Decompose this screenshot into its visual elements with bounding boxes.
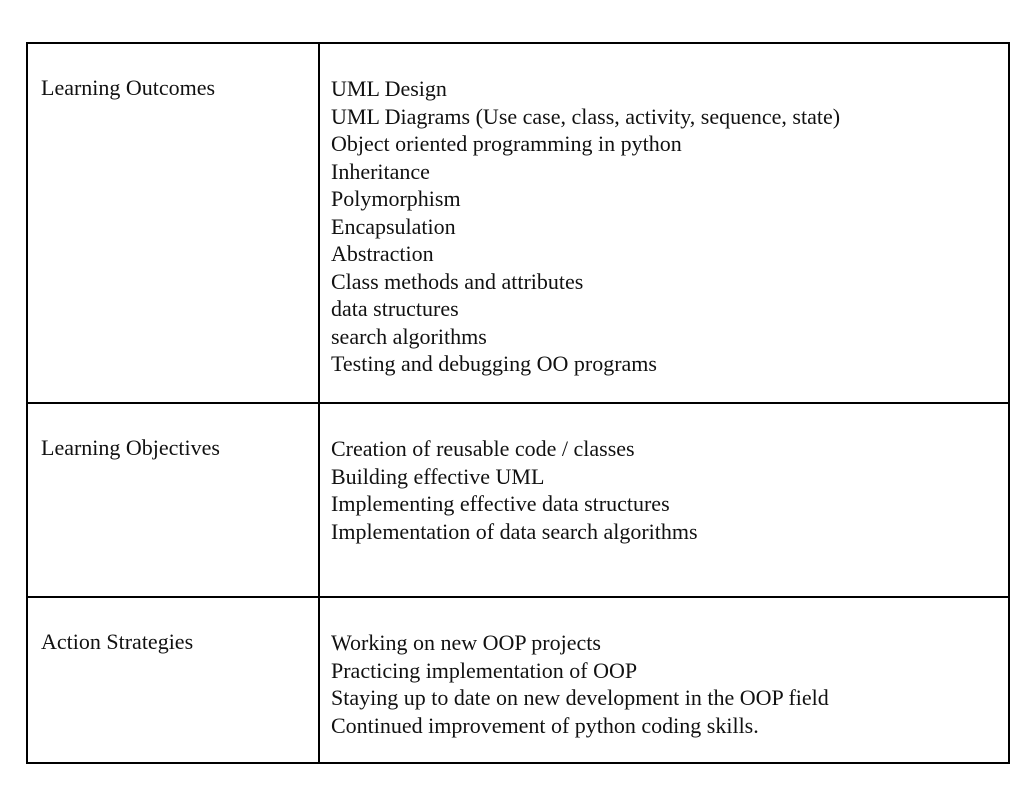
list-item: Implementation of data search algorithms	[331, 518, 698, 544]
list-item: UML Diagrams (Use case, class, activity, sequence, state)	[331, 103, 841, 129]
list-item: search algorithms	[331, 323, 487, 349]
list-item: Creation of reusable code / classes	[331, 436, 635, 461]
table-row-learning-objectives	[27, 403, 1009, 597]
row-content-cell	[319, 403, 1009, 597]
row-label-cell	[27, 597, 319, 763]
list-item: Testing and debugging OO programs	[331, 351, 657, 376]
row-label-learning-outcomes: Learning Outcomes	[41, 75, 216, 100]
list-item: Object oriented programming in python	[331, 131, 682, 156]
table-row-learning-outcomes	[27, 43, 1009, 403]
list-item: Implementing effective data structures	[331, 491, 670, 516]
list-item: Working on new OOP projects	[331, 630, 601, 655]
row-label-cell	[27, 43, 319, 403]
learning-plan-table	[26, 42, 1010, 764]
list-item: data structures	[331, 296, 459, 321]
row-label-cell	[27, 403, 319, 597]
list-item: Practicing implementation of OOP	[331, 657, 638, 683]
list-item: Abstraction	[331, 241, 434, 266]
list-item: Polymorphism	[331, 186, 461, 211]
row-content-cell	[319, 43, 1009, 403]
table-row-action-strategies	[27, 597, 1009, 763]
list-item: Inheritance	[331, 158, 430, 184]
list-item: Encapsulation	[331, 213, 456, 239]
list-item: UML Design	[331, 76, 447, 101]
row-label-action-strategies: Action Strategies	[41, 629, 194, 654]
row-label-learning-objectives: Learning Objectives	[41, 435, 220, 460]
list-item: Building effective UML	[331, 463, 545, 489]
learning-objectives-list	[320, 404, 1008, 545]
row-content-cell	[319, 597, 1009, 763]
action-strategies-list	[320, 598, 1008, 739]
list-item: Class methods and attributes	[331, 268, 584, 294]
list-item: Continued improvement of python coding skills.	[331, 712, 759, 738]
learning-outcomes-list	[320, 44, 1008, 378]
list-item: Staying up to date on new development in the OOP field	[331, 685, 829, 710]
